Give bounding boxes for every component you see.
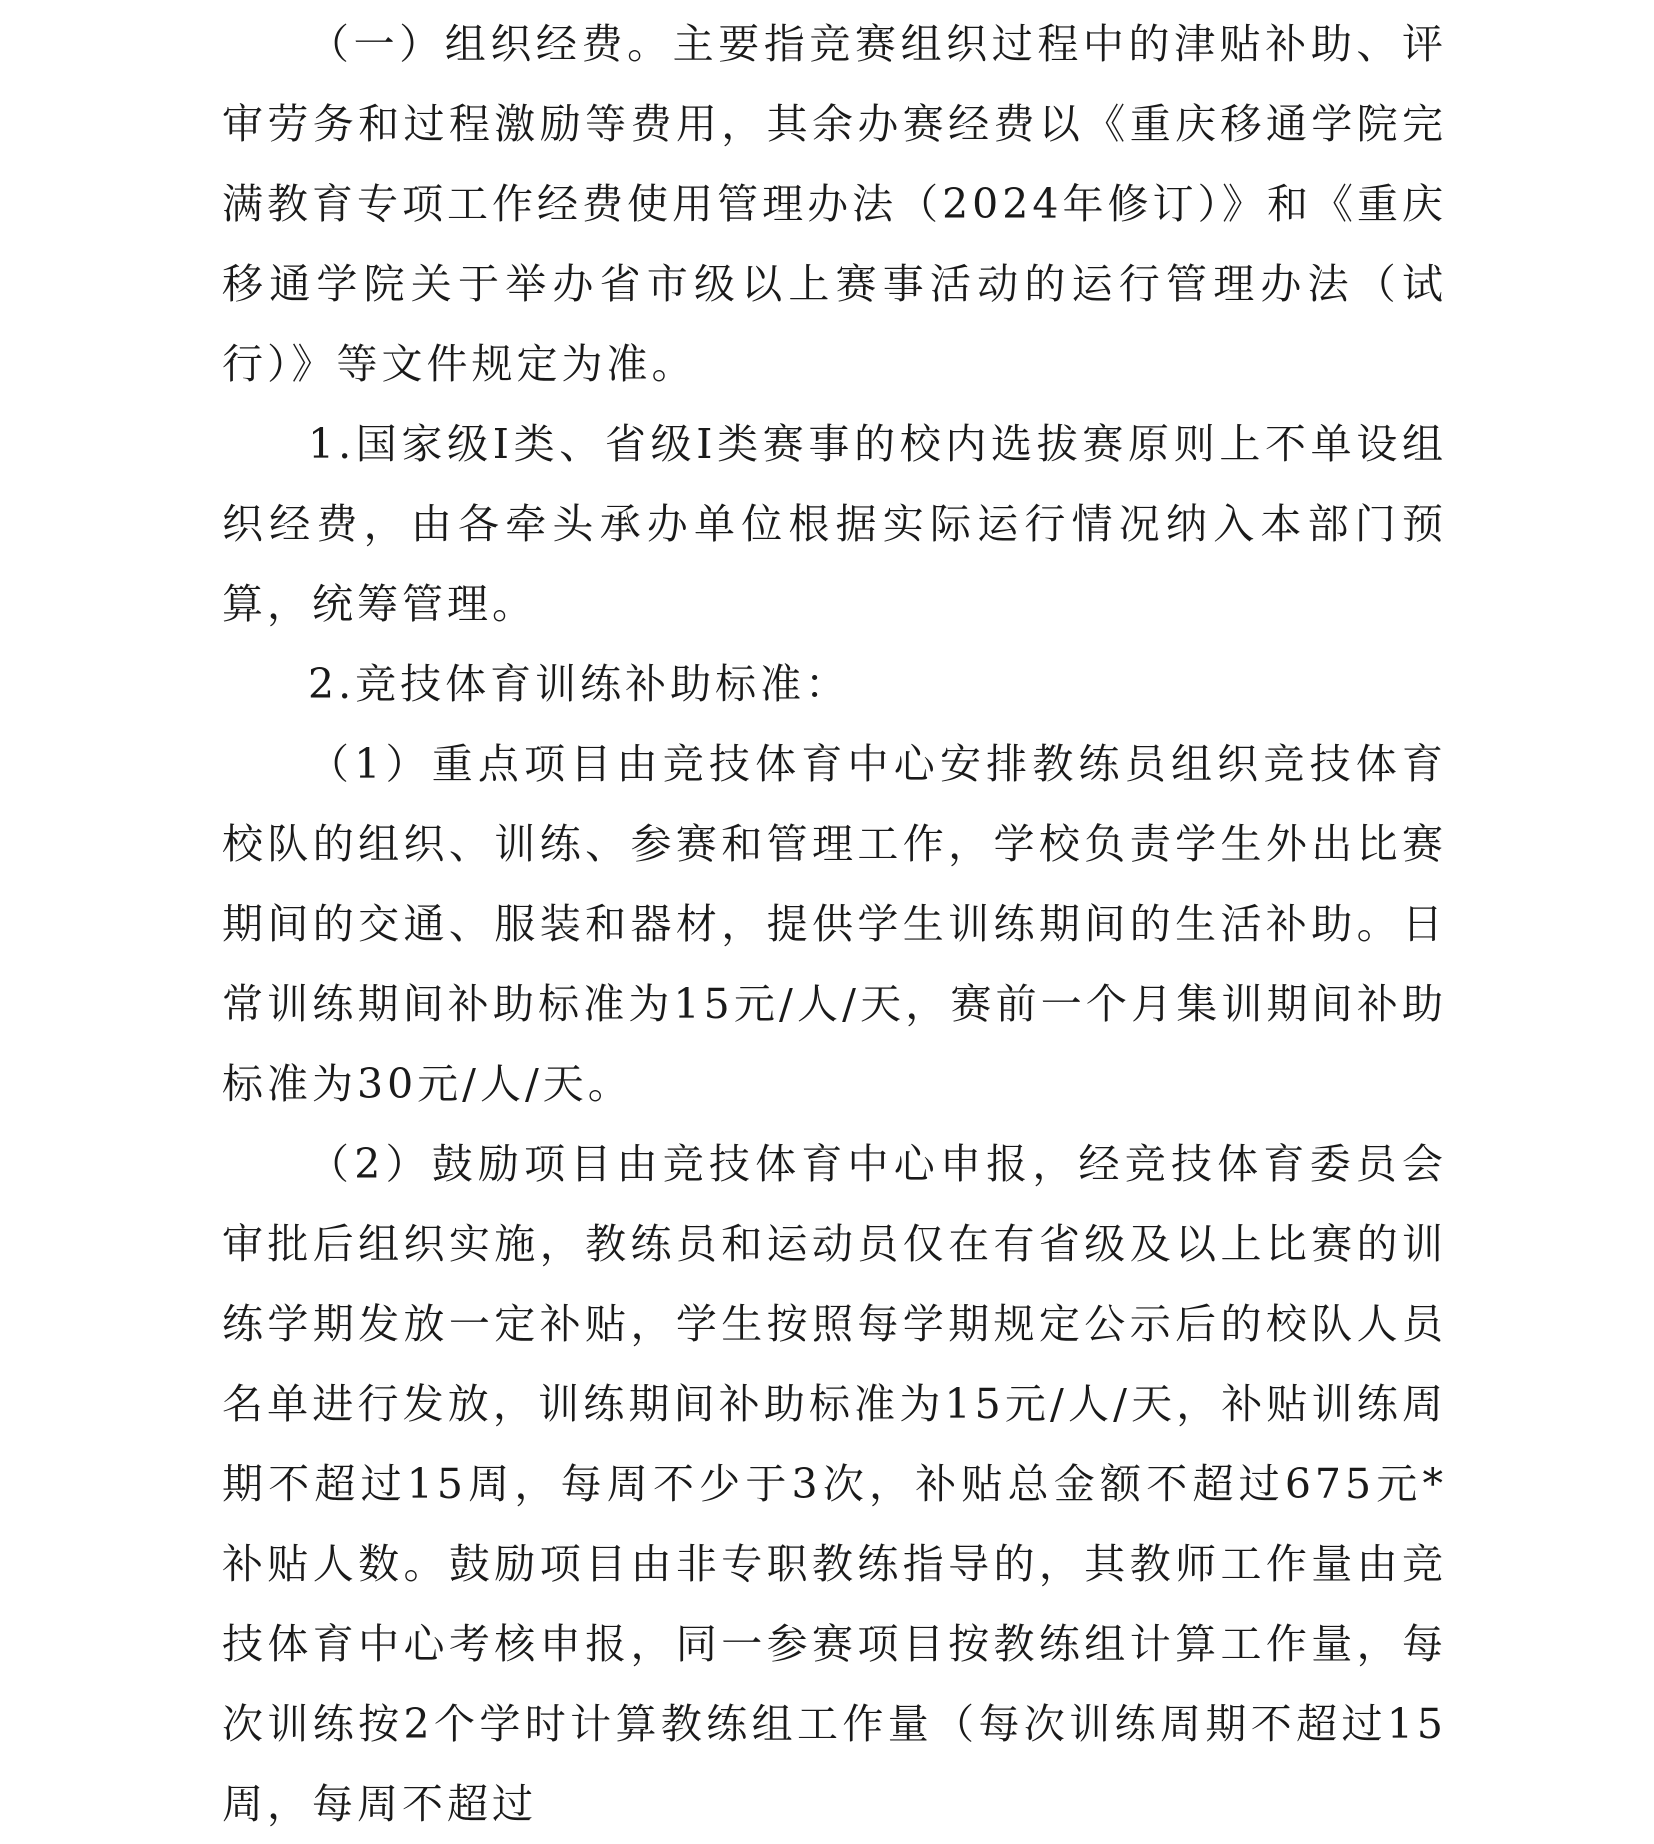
paragraph-item-2-1: （1）重点项目由竞技体育中心安排教练员组织竞技体育校队的组织、训练、参赛和管理工作，学校负责学生外出比赛期间的交通、服装和器材，提供学生训练期间的生活补助。日常训练期间补助标准为15元/人/天，赛前一个月集训期间补助标准为30元/人/天。 [222,740,1447,1108]
paragraph-organization-fee: （一）组织经费。主要指竞赛组织过程中的津贴补助、评审劳务和过程激励等费用，其余办赛经费以《重庆移通学院完满教育专项工作经费使用管理办法（2024年修订）》和《重庆移通学院关于举办省市级以上赛事活动的运行管理办法（试行）》等文件规定为准。 [222,20,1447,388]
document-page [222,0,1447,1828]
paragraph-item-2-2: （2）鼓励项目由竞技体育中心申报，经竞技体育委员会审批后组织实施，教练员和运动员仅在有省级及以上比赛的训练学期发放一定补贴，学生按照每学期规定公示后的校队人员名单进行发放，训练期间补助标准为15元/人/天，补贴训练周期不超过15周，每周不少于3次，补贴总金额不超过675元*补贴人数。鼓励项目由非专职教练指导的，其教师工作量由竞技体育中心考核申报，同一参赛项目按教练组计算工作量，每次训练按2个学时计算教练组工作量（每次训练周期不超过15周，每周不超过 [222,1140,1447,1828]
paragraph-item-2: 2.竞技体育训练补助标准： [308,660,851,708]
paragraph-item-1: 1.国家级Ⅰ类、省级Ⅰ类赛事的校内选拔赛原则上不单设组织经费，由各牵头承办单位根据实际运行情况纳入本部门预算，统筹管理。 [222,420,1447,628]
